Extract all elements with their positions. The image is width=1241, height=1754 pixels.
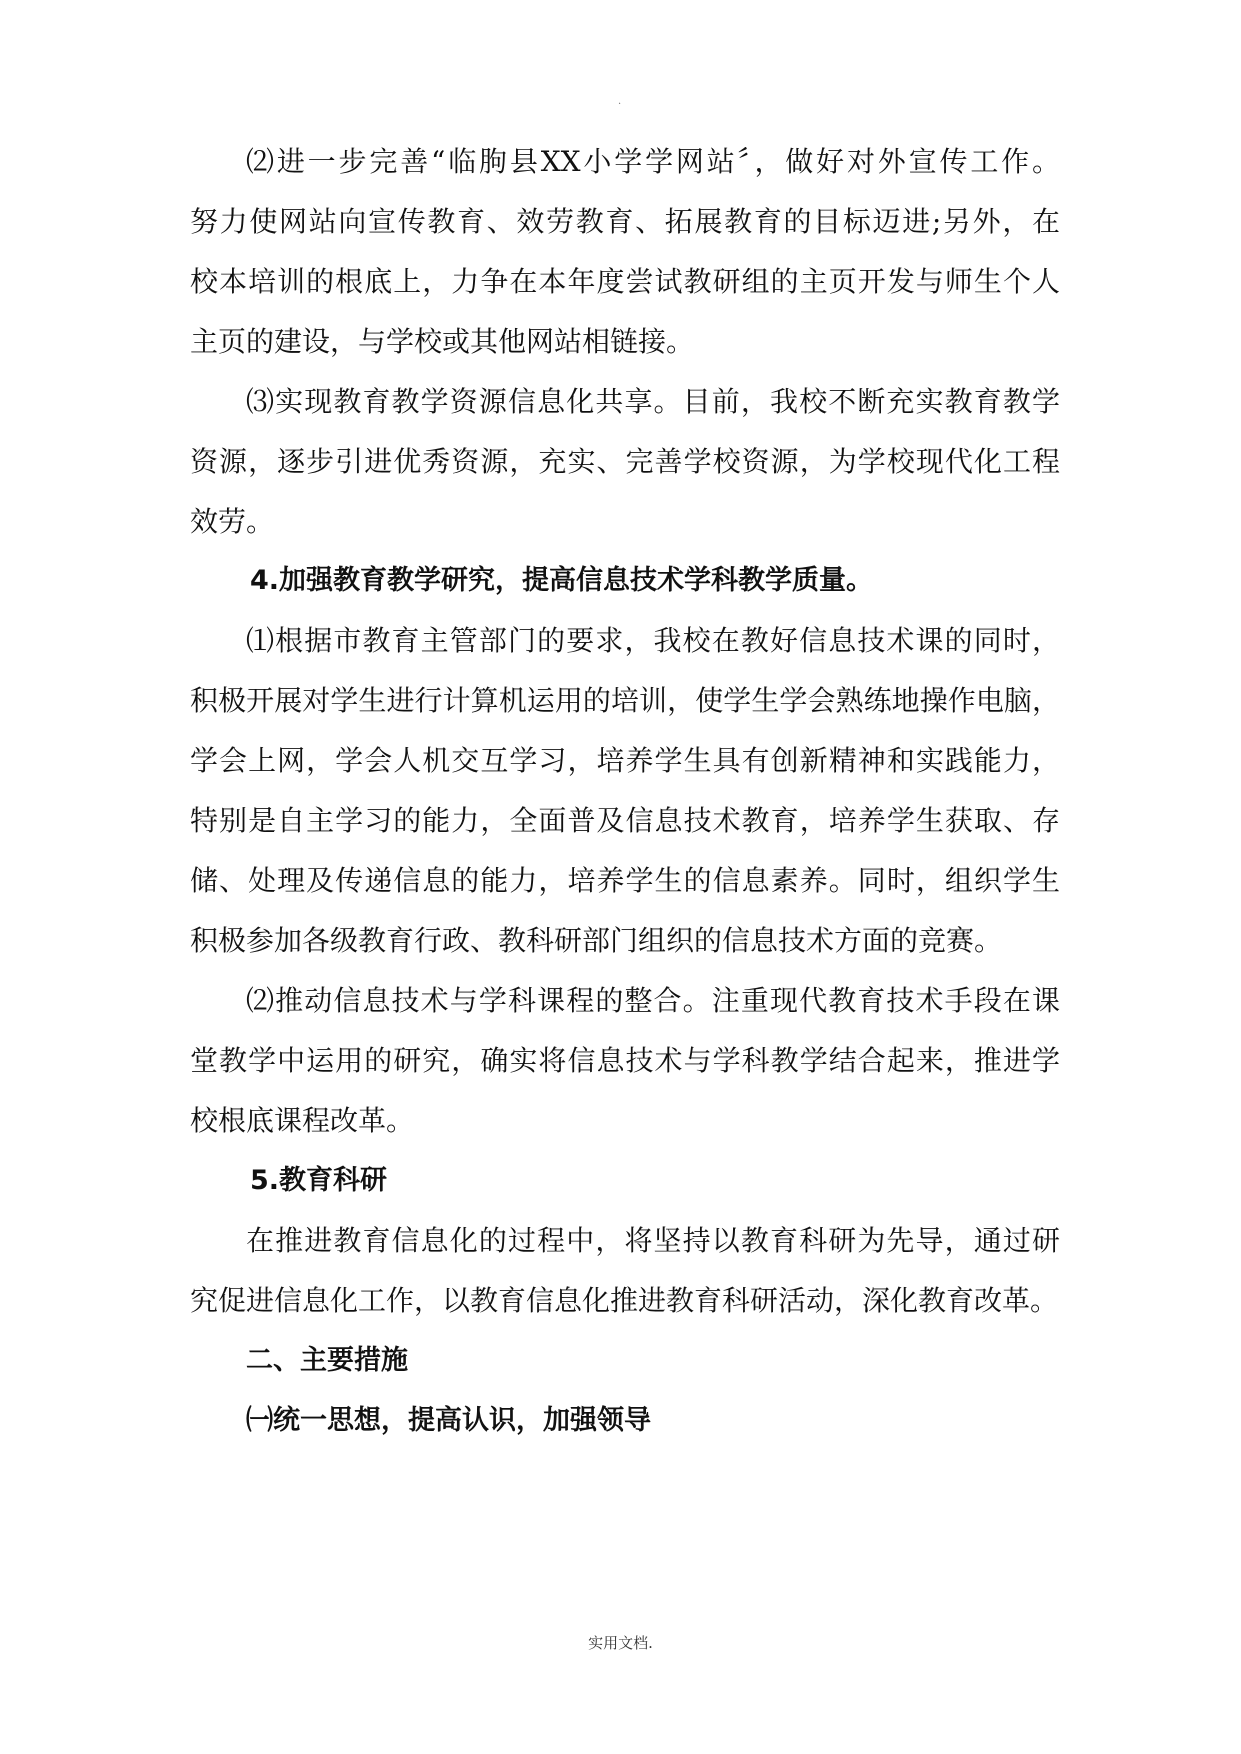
- paragraph-line: 特别是自主学习的能力，全面普及信息技术教育，培养学生获取、存: [190, 804, 1060, 837]
- paragraph-line: 主页的建设，与学校或其他网站相链接。: [190, 325, 695, 358]
- paragraph-line: ⑵推动信息技术与学科课程的整合。注重现代教育技术手段在课: [246, 984, 1060, 1017]
- section-heading: 5.教育科研: [250, 1165, 388, 1196]
- paragraph-line: ⑴根据市教育主管部门的要求，我校在教好信息技术课的同时，: [246, 624, 1060, 657]
- paragraph-line: 校根底课程改革。: [190, 1104, 415, 1137]
- paragraph-line: 积极开展对学生进行计算机运用的培训，使学生学会熟练地操作电脑，: [190, 684, 1060, 717]
- paragraph-line: 效劳。: [190, 505, 275, 538]
- paragraph-line: 究促进信息化工作，以教育信息化推进教育科研活动，深化教育改革。: [190, 1284, 1059, 1317]
- paragraph-line: 学会上网，学会人机交互学习，培养学生具有创新精神和实践能力，: [190, 744, 1060, 777]
- subsection-heading: ㈠统一思想，提高认识，加强领导: [246, 1405, 651, 1436]
- paragraph-line: 努力使网站向宣传教育、效劳教育、拓展教育的目标迈进;另外，在: [190, 205, 1060, 238]
- paragraph-line: 校本培训的根底上，力争在本年度尝试教研组的主页开发与师生个人: [190, 265, 1060, 298]
- paragraph-line: 积极参加各级教育行政、教科研部门组织的信息技术方面的竞赛。: [190, 924, 1003, 957]
- paragraph-line: 堂教学中运用的研究，确实将信息技术与学科教学结合起来，推进学: [190, 1044, 1060, 1077]
- paragraph-line: ⑶实现教育教学资源信息化共享。目前，我校不断充实教育教学: [246, 385, 1060, 418]
- section-heading: 4.加强教育教学研究，提高信息技术学科教学质量。: [250, 565, 874, 596]
- paragraph-line: 在推进教育信息化的过程中，将坚持以教育科研为先导，通过研: [246, 1224, 1060, 1257]
- page-footer: 实用文档.: [588, 1634, 653, 1652]
- paragraph-line: ⑵进一步完善“临朐县XX小学学网站〞，做好对外宣传工作。: [246, 145, 1060, 178]
- paragraph-line: 资源，逐步引进优秀资源，充实、完善学校资源，为学校现代化工程: [190, 445, 1060, 478]
- chapter-heading: 二、主要措施: [246, 1345, 408, 1376]
- header-mark: .: [618, 96, 622, 107]
- paragraph-line: 储、处理及传递信息的能力，培养学生的信息素养。同时，组织学生: [190, 864, 1060, 897]
